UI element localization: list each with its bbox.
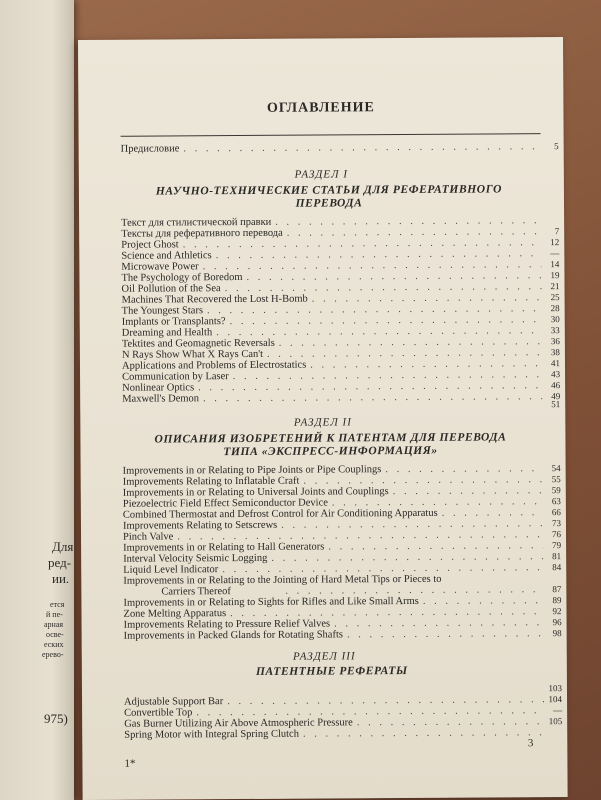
leader-dots — [393, 485, 543, 497]
toc-entry-title: Improvements in or Relating to Sights for Rifles and Like Small Arms — [123, 595, 419, 609]
toc-entry-page: 46 — [551, 380, 561, 391]
toc-entry-title: Zone Melting Apparatus — [123, 608, 227, 620]
toc-entry-title: Improvements in or Relating to Pipe Joints or Pipe Couplings — [122, 464, 382, 477]
toc-entry-title: Convertible Top — [124, 707, 193, 719]
leader-dots — [183, 141, 540, 154]
toc-entry-page: 73 — [551, 518, 561, 529]
toc-entry-page: 33 — [550, 325, 560, 336]
toc-entry-page: 54 — [551, 463, 561, 474]
toc-entry-title: Gas Burner Utilizing Air Above Atmospheric Pressure — [124, 717, 353, 730]
toc-entry-title: Maxwell's Demon — [122, 393, 200, 405]
toc-entry-page: 14 — [550, 259, 560, 270]
left-page — [0, 0, 74, 800]
toc-entry-title: Communication by Laser — [122, 371, 229, 383]
toc-entry-title: Improvements in or Relating to Universal Joints and Couplings — [122, 486, 389, 499]
section-label: РАЗДЕЛ I — [294, 168, 349, 181]
toc-entry-page: 28 — [550, 303, 560, 314]
section-title: ПЕРЕВОДА — [295, 197, 363, 210]
toc-entry-page: 41 — [550, 358, 561, 369]
toc-entry — [124, 727, 562, 741]
toc-entry-title: Interval Velocity Seismic Logging — [123, 552, 268, 565]
section-label: РАЗДЕЛ III — [292, 650, 356, 663]
toc-entry-page: 5 — [554, 141, 559, 152]
section-label: РАЗДЕЛ II — [293, 416, 352, 429]
toc-entry-page: 81 — [552, 551, 562, 562]
left-page-fragment: ется — [50, 600, 65, 609]
toc-entry-page: 38 — [550, 347, 560, 358]
section-title: НАУЧНО-ТЕХНИЧЕСКИЕ СТАТЬИ ДЛЯ РЕФЕРАТИВНОГО — [155, 183, 503, 198]
toc-entry-title: Machines That Recovered the Lost H-Bomb — [121, 293, 308, 306]
left-page-fragment: ред- — [48, 555, 72, 570]
section-title: ПАТЕНТНЫЕ РЕФЕРАТЫ — [255, 664, 408, 678]
leader-dots — [347, 628, 544, 640]
section-title: ОПИСАНИЯ ИЗОБРЕТЕНИЙ К ПАТЕНТАМ ДЛЯ ПЕРЕВОДА — [154, 431, 507, 446]
toc-entry-page: 104 — [548, 694, 563, 705]
toc-entry-page: 63 — [551, 496, 561, 507]
toc-entry-title: Предисловие — [120, 143, 180, 155]
left-page-fragment: ерево- — [42, 650, 64, 659]
toc-entry-page: 59 — [551, 485, 561, 496]
toc-entry-page: 30 — [550, 314, 560, 325]
toc-entry-preface — [121, 141, 559, 155]
leader-dots — [303, 727, 544, 739]
signature-mark: 1* — [124, 757, 136, 770]
leader-dots — [442, 507, 543, 519]
toc-entry-page: 76 — [551, 529, 562, 540]
toc-entry-title: Improvements Relating to Pressure Relief Valves — [123, 618, 331, 631]
left-page-fragment: арная — [44, 620, 64, 629]
toc-entry-page: 96 — [552, 617, 562, 628]
left-page-fragment: ии. — [52, 571, 70, 586]
toc-entry-title: Implants or Transplants? — [121, 316, 226, 328]
toc-entry-title: Spring Motor with Integral Spring Clutch — [124, 728, 299, 741]
left-page-fragment: Для — [52, 539, 74, 554]
toc-entry-page: 84 — [552, 562, 562, 573]
toc-entry-title: Dreaming and Health — [121, 327, 213, 339]
toc-entry-title: Adjustable Support Bar — [124, 696, 224, 708]
toc-entry-page: 19 — [550, 270, 560, 281]
toc-entry-title: The Psychology of Boredom — [121, 271, 243, 284]
toc-entry-page: — — [550, 248, 560, 259]
toc-entry-title: Piezoelectric Field Effect Semiconductor Device — [122, 497, 328, 510]
toc-entry-page: 103 — [548, 683, 562, 694]
toc-entry-page: 21 — [550, 281, 560, 292]
toc-entry-page: 49 — [551, 391, 561, 402]
toc-entry-page: — — [553, 705, 563, 716]
toc-entry-title: Improvements in Packed Glands for Rotating Shafts — [123, 629, 343, 642]
toc-entry-title: Improvements in or Relating to Hall Generators — [123, 541, 325, 554]
toc-entry-title: Tektites and Geomagnetic Reversals — [121, 337, 275, 350]
toc-entry-title: Improvements Relating to Inflatable Craft — [122, 475, 300, 488]
toc-entry-page: 36 — [550, 336, 560, 347]
left-page-fragment: й пе- — [46, 610, 63, 619]
toc-entry-page: 89 — [552, 595, 562, 606]
toc-entry-page: 66 — [551, 507, 561, 518]
toc-entry-page: 87 — [552, 584, 562, 595]
toc-entry-page: 55 — [551, 474, 561, 485]
section-title: ТИПА «ЭКСПРЕСС-ИНФОРМАЦИЯ» — [223, 444, 438, 459]
toc-entry-title: Improvements Relating to Setscrews — [122, 519, 278, 532]
left-page-fragment: 975) — [44, 711, 68, 726]
leader-dots — [423, 595, 544, 607]
toc-entry-title: Liquid Level Indicator — [123, 564, 219, 576]
toc-entry-title: Applications and Problems of Electrostatics — [121, 359, 307, 372]
toc-entry-page: 43 — [551, 369, 561, 380]
toc-entry-title: Microwave Power — [121, 261, 199, 273]
toc-entry-title: The Youngest Stars — [121, 305, 204, 317]
toc-entry-title: Nonlinear Optics — [122, 382, 195, 394]
toc-entry-title: N Rays Show What X Rays Can't — [121, 348, 264, 361]
toc-page — [78, 37, 568, 800]
toc-entry-page: 7 — [554, 226, 560, 237]
title-rule — [121, 133, 541, 137]
toc-entry-title: Improvements in or Relating to the Jointing of Hard Metal Tips or Pieces to — [123, 573, 442, 587]
toc-entry-page: 92 — [552, 606, 562, 617]
toc-entry-title: Тексты для реферативного перевода — [121, 227, 283, 240]
toc-entry-page: 25 — [550, 292, 560, 303]
page-title: ОГЛАВЛЕНИЕ — [266, 100, 375, 116]
left-page-fragment: осве- — [46, 630, 64, 639]
toc-entry-title: Pinch Valve — [123, 531, 174, 543]
toc-entry-title: Текст для стилистической правки — [121, 216, 272, 229]
toc-entry-title: Oil Pollution of the Sea — [121, 283, 221, 295]
page-number: 3 — [527, 737, 534, 750]
toc-entry-title: Combined Thermostat and Defrost Control for Air Conditioning Apparatus — [122, 507, 438, 521]
toc-entry-continuation: Carriers Thereof — [161, 586, 231, 598]
toc-entry-page: 79 — [552, 540, 562, 551]
toc-entry — [122, 399, 560, 413]
toc-entry-page: 105 — [548, 716, 563, 727]
left-page-fragment: еских — [44, 640, 64, 649]
toc-entry-page: 98 — [552, 628, 562, 639]
toc-entry-title: Science and Athletics — [121, 250, 212, 262]
toc-entry-title: Project Ghost — [121, 239, 179, 251]
toc-entry-page: 12 — [550, 237, 560, 248]
toc-entry — [124, 628, 562, 642]
toc-entry-page: 51 — [551, 399, 561, 410]
